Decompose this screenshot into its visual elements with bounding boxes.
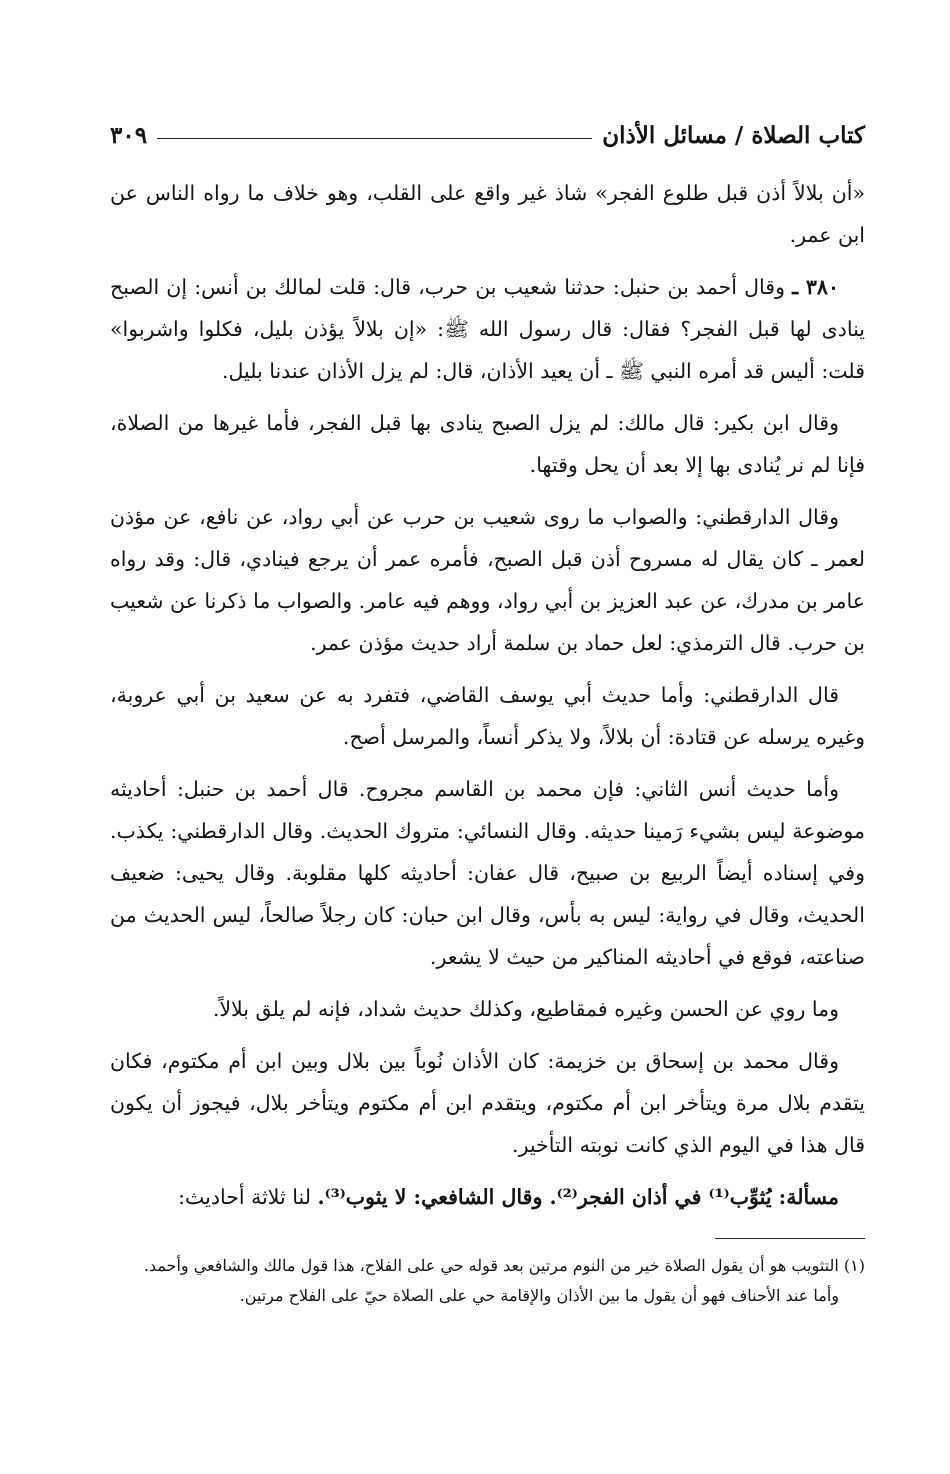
paragraph [110, 402, 865, 486]
paragraph [110, 674, 865, 758]
header-rule [157, 138, 592, 139]
paragraph-text: وقال محمد بن إسحاق بن خزيمة: كان الأذان نُوباً بين بلال وبين ابن أم مكتوم، فكان يتقدم بلال مرة ويتأخر ابن أم مكتوم، ويتقدم ابن أم مكتوم ويتأخر بلال، فيجوز أن يكون قال هذا في اليوم الذي كانت نوبته التأخير. [110, 1049, 865, 1157]
numbered-paragraph [110, 266, 865, 392]
paragraph [110, 496, 865, 664]
paragraph-text: وما روي عن الحسن وغيره فمقاطيع، وكذلك حديث شداد، فإنه لم يلق بلالاً. [212, 997, 839, 1021]
paragraph [110, 768, 865, 978]
paragraph-text: وقال أحمد بن حنبل: حدثنا شعيب بن حرب، قال: قلت لمالك بن أنس: إن الصبح ينادى لها قبل الفجر؟ فقال: قال رسول الله ﷺ: «إن بلالاً يؤذن بليل، فكلوا واشربوا» قلت: أليس قد أمره النبي ﷺ ـ أن يعيد الأذان، قال: لم يزل الأذان عندنا بليل. [110, 275, 865, 383]
issue-continuation: لنا ثلاثة أحاديث: [178, 1185, 318, 1209]
main-text [110, 172, 865, 1228]
hadith-number: ٣٨٠ ـ [792, 275, 839, 299]
page-header [110, 118, 865, 152]
paragraph-text: وقال الدارقطني: والصواب ما روى شعيب بن حرب عن أبي رواد، عن نافع، عن مؤذن لعمر ـ كان يقال له مسروح أذن قبل الصبح، فأمره عمر أن يرجع فينادي، قال: وقد رواه عامر بن مدرك، عن عبد العزيز بن أبي رواد، ووهم فيه عامر. والصواب ما ذكرنا عن شعيب بن حرب. قال الترمذي: لعل حماد بن سلمة أراد حديث مؤذن عمر. [110, 505, 865, 655]
page-number: ٣٠٩ [110, 121, 148, 149]
paragraph-text: وقال ابن بكير: قال مالك: لم يزل الصبح ينادى بها قبل الفجر، فأما غيرها من الصلاة، فإنا لم نر يُنادى بها إلا بعد أن يحل وقتها. [110, 411, 865, 477]
running-title: كتاب الصلاة / مسائل الأذان [602, 121, 865, 149]
footnote-rule [715, 1238, 865, 1239]
paragraph-text: قال الدارقطني: وأما حديث أبي يوسف القاضي، فتفرد به عن سعيد بن أبي عروبة، وغيره يرسله عن قتادة: أن بلالاً، ولا يذكر أنساً، والمرسل أصح. [110, 683, 865, 749]
footnote: (١) التثويب هو أن يقول الصلاة خير من النوم مرتين بعد قوله حي على الفلاح، هذا قول مالك والشافعي وأحمد. [143, 1256, 865, 1275]
paragraph [110, 172, 865, 256]
issue-statement: مسألة: يُثوِّب⁽¹⁾ في أذان الفجر⁽²⁾. وقال الشافعي: لا يثوب⁽³⁾. [317, 1185, 839, 1209]
paragraph [110, 988, 865, 1030]
paragraph [110, 1040, 865, 1166]
footnote-continuation: وأما عند الأحناف فهو أن يقول ما بين الأذان والإقامة حي على الصلاة حيّ على الفلاح مرتين. [239, 1286, 839, 1305]
paragraph-text: «أن بلالاً أذن قبل طلوع الفجر» شاذ غير واقع على القلب، وهو خلاف ما رواه الناس عن ابن عمر. [110, 181, 865, 247]
footnotes [110, 1238, 865, 1311]
issue-heading [110, 1176, 865, 1218]
paragraph-text: وأما حديث أنس الثاني: فإن محمد بن القاسم مجروح. قال أحمد بن حنبل: أحاديثه موضوعة ليس بشيء رَمينا حديثه. وقال النسائي: متروك الحديث. وقال الدارقطني: يكذب. وفي إسناده أيضاً الربيع بن صبيح، قال عفان: أحاديثه كلها مقلوبة. وقال يحيى: ضعيف الحديث، وقال في رواية: ليس به بأس، وقال ابن حبان: كان رجلاً صالحاً، ليس الحديث من صناعته، فوقع في أحاديثه المناكير من حيث لا يشعر. [110, 777, 865, 969]
